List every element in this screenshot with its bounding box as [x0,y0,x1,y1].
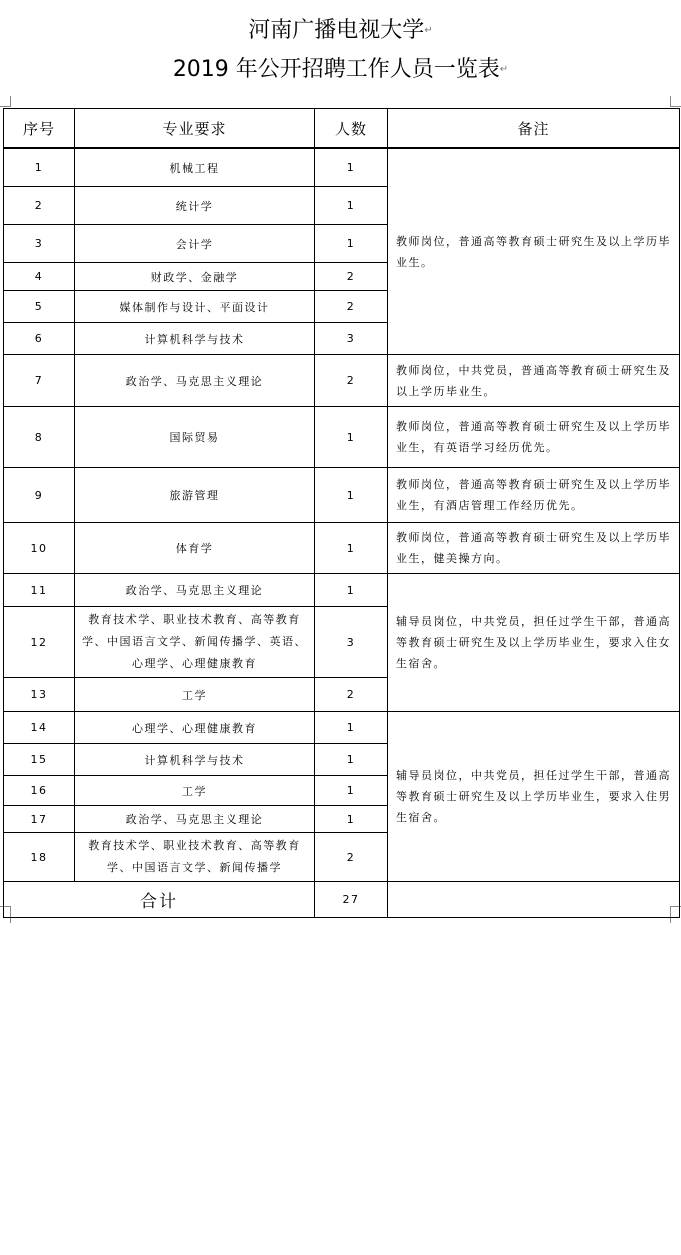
cell-no: 18 [4,833,75,882]
cell-major: 工学 [75,678,315,712]
table-row [4,355,680,407]
cell-no: 15 [4,744,75,776]
cell-count: 2 [315,678,388,712]
document-subtitle: 2019 年公开招聘工作人员一览表↵ [172,57,509,82]
cell-no: 7 [4,355,75,407]
cell-major: 政治学、马克思主义理论 [75,355,315,407]
cell-major: 教育技术学、职业技术教育、高等教育学、中国语言文学、新闻传播学、英语、心理学、心理健康教育 [75,607,315,678]
cell-count: 2 [315,355,388,407]
cell-no: 6 [4,323,75,355]
cell-major: 机械工程 [75,149,315,187]
cell-count: 1 [315,187,388,225]
paragraph-mark-icon: ↵ [424,25,433,36]
cell-no: 5 [4,291,75,323]
cell-no: 4 [4,263,75,291]
cell-count: 1 [315,776,388,806]
cell-major: 政治学、马克思主义理论 [75,806,315,833]
cell-major: 统计学 [75,187,315,225]
cell-count: 2 [315,833,388,882]
cell-no: 1 [4,149,75,187]
cell-major: 心理学、心理健康教育 [75,712,315,744]
cell-count: 1 [315,574,388,607]
cell-count: 1 [315,468,388,523]
total-row [4,882,680,918]
cell-count: 1 [315,225,388,263]
paragraph-mark-icon: ↵ [499,64,509,75]
cell-no: 10 [4,523,75,574]
cell-major: 会计学 [75,225,315,263]
header-major: 专业要求 [75,109,315,148]
cell-major: 体育学 [75,523,315,574]
table-row [4,574,680,607]
cell-no: 9 [4,468,75,523]
cell-remark: 教师岗位，普通高等教育硕士研究生及以上学历毕业生，有酒店管理工作经历优先。 [388,468,680,523]
cell-count: 2 [315,291,388,323]
table-row [4,407,680,468]
cell-remark: 教师岗位，普通高等教育硕士研究生及以上学历毕业生，健美操方向。 [388,523,680,574]
header-remark: 备注 [388,109,680,148]
cell-no: 8 [4,407,75,468]
cell-remark: 教师岗位，普通高等教育硕士研究生及以上学历毕业生，有英语学习经历优先。 [388,407,680,468]
cell-no: 2 [4,187,75,225]
header-no: 序号 [4,109,75,148]
cell-no: 14 [4,712,75,744]
cell-no: 17 [4,806,75,833]
total-count: 27 [315,882,388,918]
cell-count: 3 [315,323,388,355]
cell-major: 工学 [75,776,315,806]
header-count: 人数 [315,109,388,148]
cell-no: 16 [4,776,75,806]
cell-remark: 辅导员岗位，中共党员，担任过学生干部，普通高等教育硕士研究生及以上学历毕业生，要求入住男生宿舍。 [388,712,680,882]
cell-major: 财政学、金融学 [75,263,315,291]
total-remark [388,882,680,918]
total-label: 合计 [4,882,315,918]
cell-remark: 教师岗位，普通高等教育硕士研究生及以上学历毕业生。 [388,149,680,355]
crop-mark-icon [670,96,681,107]
table-header-row [4,109,680,148]
document-title: 河南广播电视大学↵ [248,18,433,43]
cell-major: 旅游管理 [75,468,315,523]
cell-no: 13 [4,678,75,712]
cell-count: 1 [315,712,388,744]
cell-major: 教育技术学、职业技术教育、高等教育学、中国语言文学、新闻传播学 [75,833,315,882]
cell-count: 1 [315,523,388,574]
cell-count: 1 [315,806,388,833]
cell-count: 1 [315,744,388,776]
cell-count: 1 [315,407,388,468]
cell-count: 3 [315,607,388,678]
cell-count: 2 [315,263,388,291]
cell-remark: 教师岗位，中共党员，普通高等教育硕士研究生及以上学历毕业生。 [388,355,680,407]
table-row [4,468,680,523]
cell-no: 12 [4,607,75,678]
cell-count: 1 [315,149,388,187]
cell-no: 3 [4,225,75,263]
cell-major: 计算机科学与技术 [75,323,315,355]
cell-major: 国际贸易 [75,407,315,468]
table-row [4,712,680,744]
cell-remark: 辅导员岗位，中共党员，担任过学生干部，普通高等教育硕士研究生及以上学历毕业生，要求入住女生宿舍。 [388,574,680,712]
crop-mark-icon [0,96,11,107]
cell-major: 计算机科学与技术 [75,744,315,776]
cell-major: 媒体制作与设计、平面设计 [75,291,315,323]
recruitment-table [3,108,680,918]
table-row [4,523,680,574]
cell-major: 政治学、马克思主义理论 [75,574,315,607]
cell-no: 11 [4,574,75,607]
table-row [4,149,680,187]
